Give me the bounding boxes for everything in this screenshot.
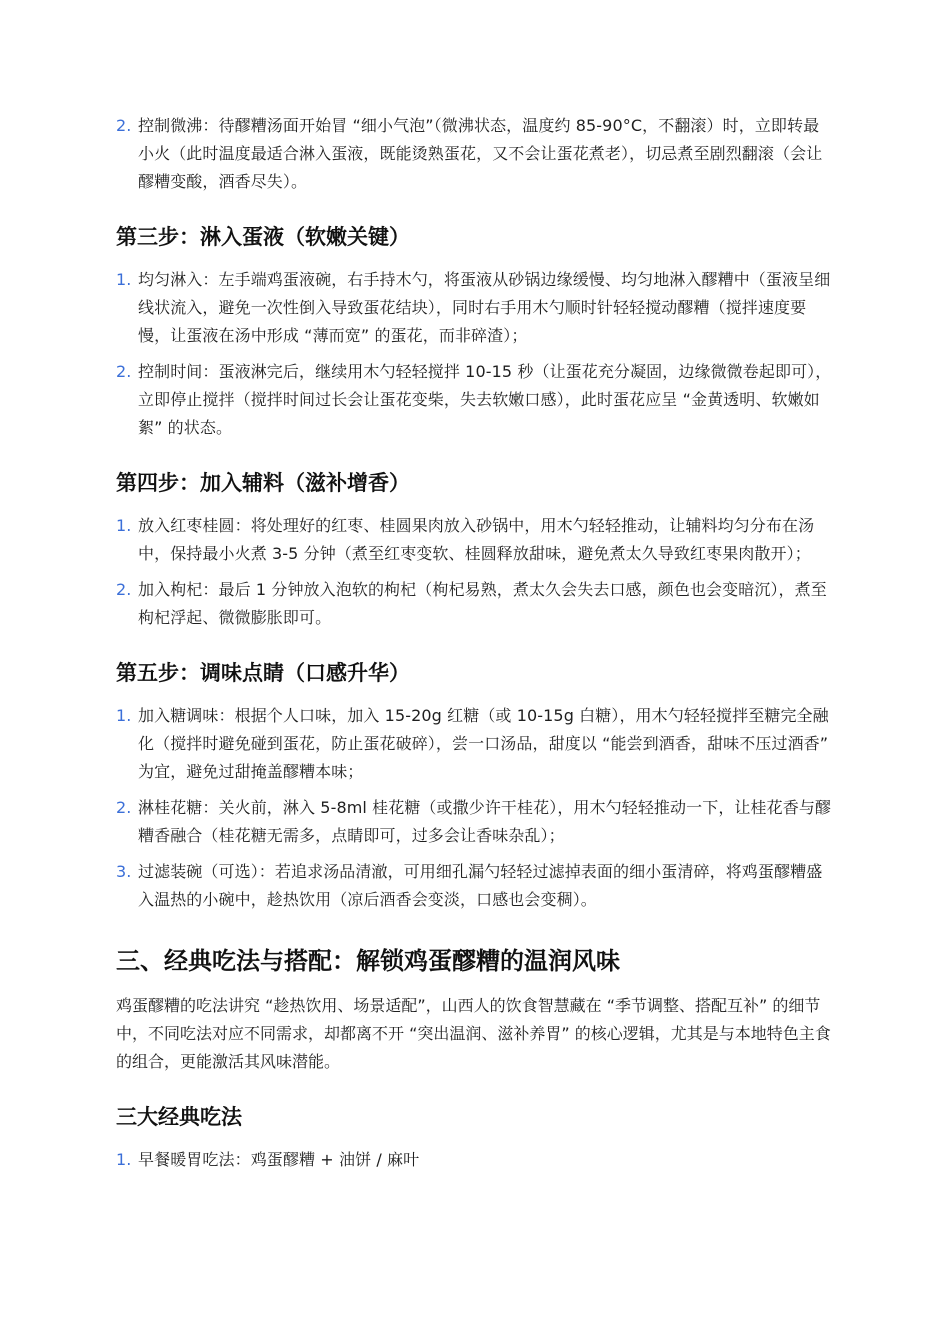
list-text: 均匀淋入：左手端鸡蛋液碗，右手持木勺，将蛋液从砂锅边缘缓慢、均匀地淋入醪糟中（蛋液呈细线状流入，避免一次性倒入导致蛋花结块），同时右手用木勺顺时针轻轻搅动醪糟（搅拌速度要慢，让蛋液在汤中形成 “薄而宽” 的蛋花，而非碎渣）； — [138, 270, 831, 345]
list-number: 3. — [116, 862, 132, 881]
list-text: 放入红枣桂圆：将处理好的红枣、桂圆果肉放入砂锅中，用木勺轻轻推动，让辅料均匀分布在汤中，保持最小火煮 3-5 分钟（煮至红枣变软、桂圆释放甜味，避免煮太久导致红枣果肉散开）； — [138, 516, 815, 563]
document-page — [116, 112, 832, 1182]
list-item — [116, 794, 832, 850]
list-number: 1. — [116, 270, 132, 289]
list-text: 淋桂花糖：关火前，淋入 5-8ml 桂花糖（或撒少许干桂花），用木勺轻轻推动一下，让桂花香与醪糟香融合（桂花糖无需多，点睛即可，过多会让香味杂乱）； — [138, 798, 832, 845]
list-number: 1. — [116, 516, 132, 535]
step3-heading: 第三步：淋入蛋液（软嫩关键） — [116, 225, 410, 249]
list-item — [116, 576, 832, 632]
list-item — [116, 1146, 832, 1174]
section3-heading: 三、经典吃法与搭配：解锁鸡蛋醪糟的温润风味 — [116, 947, 620, 975]
step4-list — [116, 512, 832, 632]
list-text: 早餐暖胃吃法：鸡蛋醪糟 + 油饼 / 麻叶 — [138, 1150, 420, 1169]
list-text: 加入糖调味：根据个人口味，加入 15-20g 红糖（或 10-15g 白糖），用木勺轻轻搅拌至糖完全融化（搅拌时避免碰到蛋花，防止蛋花破碎），尝一口汤品，甜度以 “能尝到酒香，甜味不压过酒香” 为宜，避免过甜掩盖醪糟本味； — [138, 706, 829, 781]
list-text: 加入枸杞：最后 1 分钟放入泡软的枸杞（枸杞易熟，煮太久会失去口感，颜色也会变暗沉），煮至枸杞浮起、微微膨胀即可。 — [138, 580, 827, 627]
list-number: 1. — [116, 1150, 132, 1169]
list-number: 1. — [116, 706, 132, 725]
step5-list — [116, 702, 832, 914]
step3-list — [116, 266, 832, 442]
list-text: 控制微沸：待醪糟汤面开始冒 “细小气泡”（微沸状态，温度约 85-90°C，不翻滚）时，立即转最小火（此时温度最适合淋入蛋液，既能烫熟蛋花，又不会让蛋花煮老），切忌煮至剧烈翻滚（会让醪糟变酸，酒香尽失）。 — [138, 116, 823, 191]
methods-list — [116, 1146, 832, 1174]
section3-intro: 鸡蛋醪糟的吃法讲究 “趁热饮用、场景适配”，山西人的饮食智慧藏在 “季节调整、搭配互补” 的细节中，不同吃法对应不同需求，却都离不开 “突出温润、滋补养胃” 的核心逻辑，尤其是与本地特色主食的组合，更能激活其风味潜能。 — [116, 996, 831, 1071]
step5-heading: 第五步：调味点睛（口感升华） — [116, 661, 410, 685]
list-number: 2. — [116, 580, 132, 599]
step4-heading: 第四步：加入辅料（滋补增香） — [116, 471, 410, 495]
list-item — [116, 358, 832, 442]
list-number: 2. — [116, 798, 132, 817]
list-item — [116, 112, 832, 196]
list-text: 控制时间：蛋液淋完后，继续用木勺轻轻搅拌 10-15 秒（让蛋花充分凝固，边缘微微卷起即可），立即停止搅拌（搅拌时间过长会让蛋花变柴，失去软嫩口感），此时蛋花应呈 “金黄透明、软嫩如絮” 的状态。 — [138, 362, 832, 437]
list-item — [116, 858, 832, 914]
list-item — [116, 512, 832, 568]
list-item — [116, 266, 832, 350]
methods-heading: 三大经典吃法 — [116, 1105, 242, 1129]
list-number: 2. — [116, 362, 132, 381]
prev-step-list — [116, 112, 832, 196]
list-number: 2. — [116, 116, 132, 135]
list-text: 过滤装碗（可选）：若追求汤品清澈，可用细孔漏勺轻轻过滤掉表面的细小蛋清碎，将鸡蛋醪糟盛入温热的小碗中，趁热饮用（凉后酒香会变淡，口感也会变稠）。 — [138, 862, 823, 909]
list-item — [116, 702, 832, 786]
